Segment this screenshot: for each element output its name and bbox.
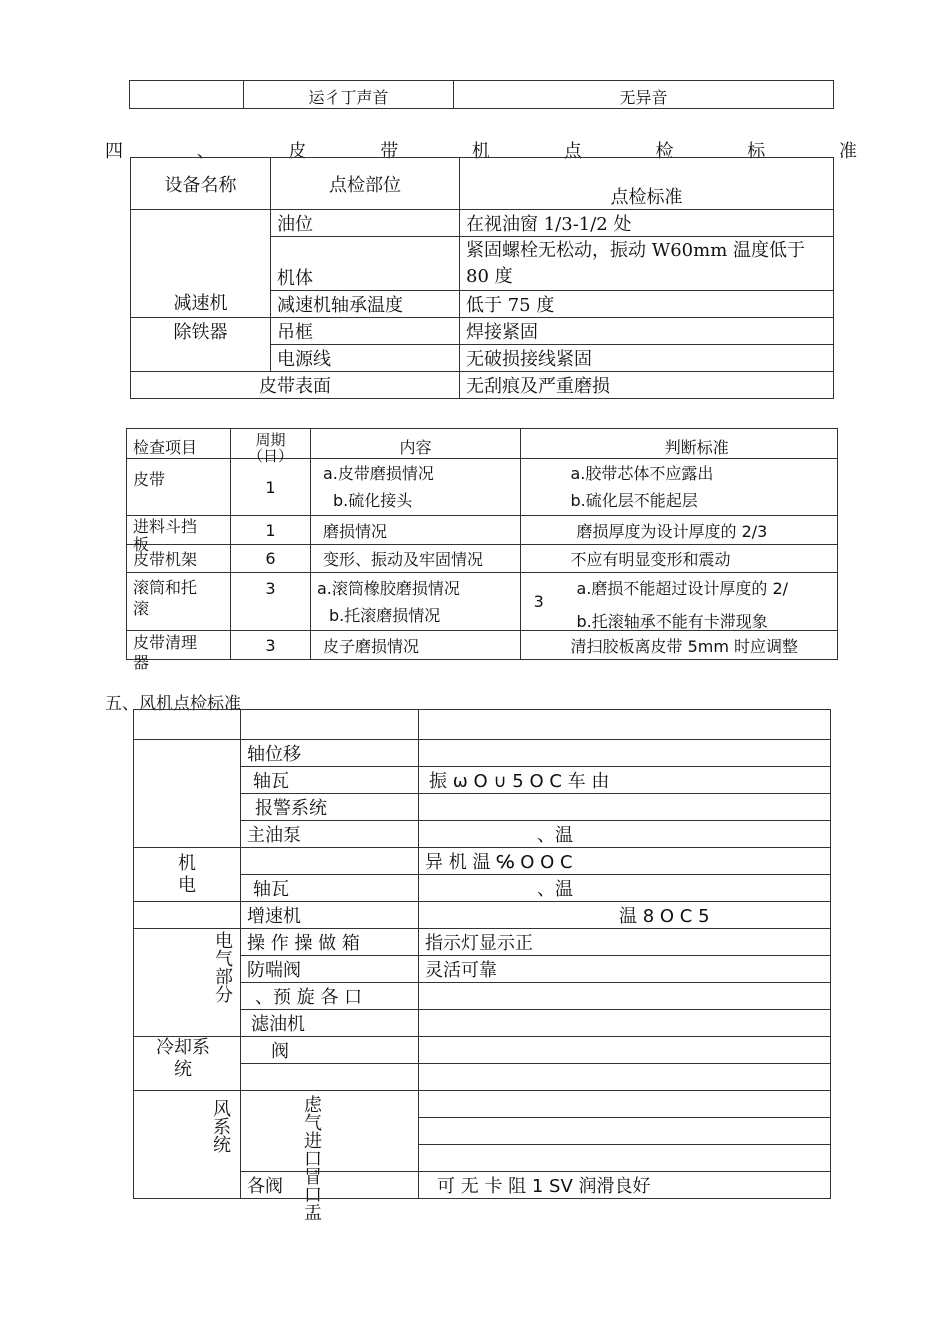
fan-std-flexible-reliable: 灵活可靠	[419, 956, 831, 983]
fan-part-bearing-shell: 轴瓦	[241, 767, 419, 794]
fan-std-gearbox-temp: 温 8 O C 5	[419, 902, 831, 929]
heading-char: 机	[472, 141, 490, 162]
insp-item-roller	[127, 573, 231, 631]
insp-header-item: 检查项目	[127, 429, 231, 459]
group-reducer: 减速机	[131, 210, 271, 318]
inspection-table	[126, 428, 838, 672]
section5-heading: 五、风机点检标准	[105, 694, 241, 714]
insp-header-period-2: （日）	[247, 446, 293, 465]
fan-std-blank-17	[419, 1145, 831, 1172]
fan-std-main-oil-pump: 、温	[419, 821, 831, 848]
fan-group-blank-8	[134, 902, 241, 929]
fan-part-oil-filter: 滤油机	[241, 1010, 419, 1037]
fan-part-main-oil-pump: 主油泵	[241, 821, 419, 848]
insp-item-cleaner-2: 器	[133, 653, 150, 672]
insp-item-cleaner	[127, 631, 231, 672]
std-power-cable: 无破损接线紧固	[460, 345, 834, 372]
insp-crit-frame: 不应有明显变形和震动	[557, 545, 838, 573]
heading-char: 四	[105, 141, 123, 162]
top-cell-empty	[130, 81, 244, 109]
fan-std-blank-13	[419, 1037, 831, 1064]
fan-std-lubrication: 可 无 卡 阻 1 SV 润滑良好	[419, 1172, 831, 1199]
fan-group-mechanical-electrical: 机电	[134, 848, 241, 902]
std-oil-level: 在视油窗 1/3-1/2 处	[460, 210, 834, 237]
fan-group-electrical	[134, 929, 241, 1037]
insp-crit-roller-a: a.磨损不能超过设计厚度的 2/	[576, 579, 789, 598]
fan-r1-c2	[241, 710, 419, 740]
insp-content-hopper: 磨损情况	[311, 516, 521, 545]
insp-header-criteria: 判断标准	[557, 429, 838, 459]
fan-group-cooling-system: 冷却系统	[134, 1037, 241, 1091]
fan-part-valve: 阀	[241, 1037, 419, 1064]
heading-char: 检	[655, 141, 674, 162]
insp-content-belt-a: a.皮带磨损情况	[323, 464, 434, 483]
heading-char: 点	[563, 141, 582, 162]
insp-mid-hopper	[521, 516, 557, 545]
insp-crit-cleaner: 清扫胶板离皮带 5mm 时应调整	[557, 631, 838, 660]
group-iron-remover: 除铁器	[131, 318, 271, 372]
heading-char: 、	[196, 141, 215, 162]
insp-period-cleaner: 3	[231, 631, 311, 660]
fan-group-air-system-label: 风系统	[210, 1099, 231, 1153]
insp-header-period-1: 周期	[255, 430, 286, 449]
insp-crit-belt-b: b.硫化层不能起层	[570, 491, 698, 510]
belt-surface-label: 皮带表面	[131, 372, 460, 399]
insp-content-frame: 变形、振动及牢固情况	[311, 545, 521, 573]
fan-std-motor-temp: 异 机 温 ℅ O O C	[419, 848, 831, 875]
fan-part-blank-6	[241, 848, 419, 875]
fan-group-air-system	[134, 1091, 241, 1199]
insp-period-belt: 1	[231, 459, 311, 516]
fan-r1-c3	[419, 710, 831, 740]
insp-content-belt-b: b.硫化接头	[333, 491, 413, 510]
fan-std-blank-16	[419, 1118, 831, 1145]
std-body-line2: 80 度	[466, 265, 513, 287]
part-oil-level: 油位	[271, 210, 460, 237]
insp-crit-belt	[557, 459, 838, 516]
part-power-cable: 电源线	[271, 345, 460, 372]
insp-crit-hopper: 磨损厚度为设计厚度的 2/3	[557, 516, 838, 545]
insp-header-period	[231, 429, 311, 465]
fan-std-blank-14	[419, 1064, 831, 1091]
fan-part-each-valve: 各阀	[241, 1172, 419, 1199]
heading-char: 带	[380, 141, 399, 162]
fan-part-anti-surge-valve: 防喘阀	[241, 956, 419, 983]
insp-item-cleaner-1: 皮带清理	[133, 633, 198, 652]
insp-period-roller: 3	[231, 573, 311, 631]
insp-crit-roller	[557, 573, 838, 631]
insp-period-frame: 6	[231, 545, 311, 573]
fan-r1-c1	[134, 710, 241, 740]
insp-content-roller	[311, 573, 521, 631]
std-bearing-temp: 低于 75 度	[460, 291, 834, 318]
insp-content-roller-b: b.托滚磨损情况	[329, 605, 441, 625]
insp-period-hopper: 1	[231, 516, 311, 545]
part-bearing-temp: 减速机轴承温度	[271, 291, 460, 318]
header-check-part: 点检部位	[271, 158, 460, 210]
top-fragment-table	[129, 80, 834, 109]
insp-content-cleaner: 皮子磨损情况	[311, 631, 521, 660]
fan-group-blank	[134, 740, 241, 848]
insp-mid-roller: 3	[521, 573, 557, 631]
fan-std-bearing-temp-2: 、温	[419, 875, 831, 902]
fan-std-blank-12	[419, 1010, 831, 1037]
insp-item-hopper-2: 板	[133, 535, 150, 554]
insp-item-hopper	[127, 516, 231, 554]
fan-part-control-box: 操 作 操 做 箱	[241, 929, 419, 956]
top-cell-no-noise: 无异音	[454, 81, 834, 109]
insp-mid-cleaner	[521, 631, 557, 660]
fan-part-blank-14	[241, 1064, 419, 1091]
insp-crit-roller-b: b.托滚轴承不能有卡滞现象	[576, 612, 768, 631]
insp-content-belt	[311, 459, 521, 516]
fan-group-electrical-label: 电气部分	[212, 931, 233, 1003]
header-check-standard: 点检标准	[460, 158, 834, 210]
fan-part-bearing-shell-2: 轴瓦	[241, 875, 419, 902]
fan-part-axial-shift: 轴位移	[241, 740, 419, 767]
insp-crit-belt-a: a.胶带芯体不应露出	[570, 464, 714, 483]
belt-surface-std: 无刮痕及严重磨损	[460, 372, 834, 399]
fan-std-blank-11	[419, 983, 831, 1010]
fan-std-vibration: 振 ω O ∪ 5 O C 车 由	[419, 767, 831, 794]
std-body-line1: 紧固螺栓无松动，振动 W60mm 温度低于	[466, 239, 805, 261]
fan-part-alarm-system: 报警系统	[241, 794, 419, 821]
std-hanger-frame: 焊接紧固	[460, 318, 834, 345]
belt-standard-table	[130, 157, 834, 399]
fan-std-indicator-light: 指示灯显示正	[419, 929, 831, 956]
insp-item-hopper-1: 进料斗挡	[133, 517, 198, 536]
insp-header-gap	[521, 429, 557, 459]
fan-std-blank-15	[419, 1091, 831, 1118]
insp-item-roller-1: 滚筒和托	[133, 578, 198, 597]
insp-item-roller-2: 滚	[133, 599, 150, 618]
insp-header-content: 内容	[311, 429, 521, 459]
insp-content-roller-a: a.滚筒橡胶磨损情况	[317, 578, 460, 598]
fan-part-gearbox: 增速机	[241, 902, 419, 929]
header-device-name: 设备名称	[131, 158, 271, 210]
fan-part-pre-swirl: 、预 旋 各 口	[241, 983, 419, 1010]
std-body	[460, 237, 834, 291]
insp-item-belt: 皮带	[127, 459, 231, 516]
fan-part-intake-label: 虑气进口冒口盂	[301, 1095, 322, 1221]
fan-std-alarm-system	[419, 794, 831, 821]
heading-char: 标	[747, 141, 766, 162]
top-cell-sound: 运彳丁声首	[244, 81, 454, 109]
fan-std-axial-shift	[419, 740, 831, 767]
insp-item-frame: 皮带机架	[127, 545, 231, 573]
fan-standard-table	[133, 709, 831, 1221]
part-body: 机体	[271, 237, 460, 291]
heading-char: 皮	[288, 141, 307, 162]
insp-mid-belt	[521, 459, 557, 516]
part-hanger-frame: 吊框	[271, 318, 460, 345]
heading-char: 准	[839, 141, 857, 162]
insp-mid-frame	[521, 545, 557, 573]
